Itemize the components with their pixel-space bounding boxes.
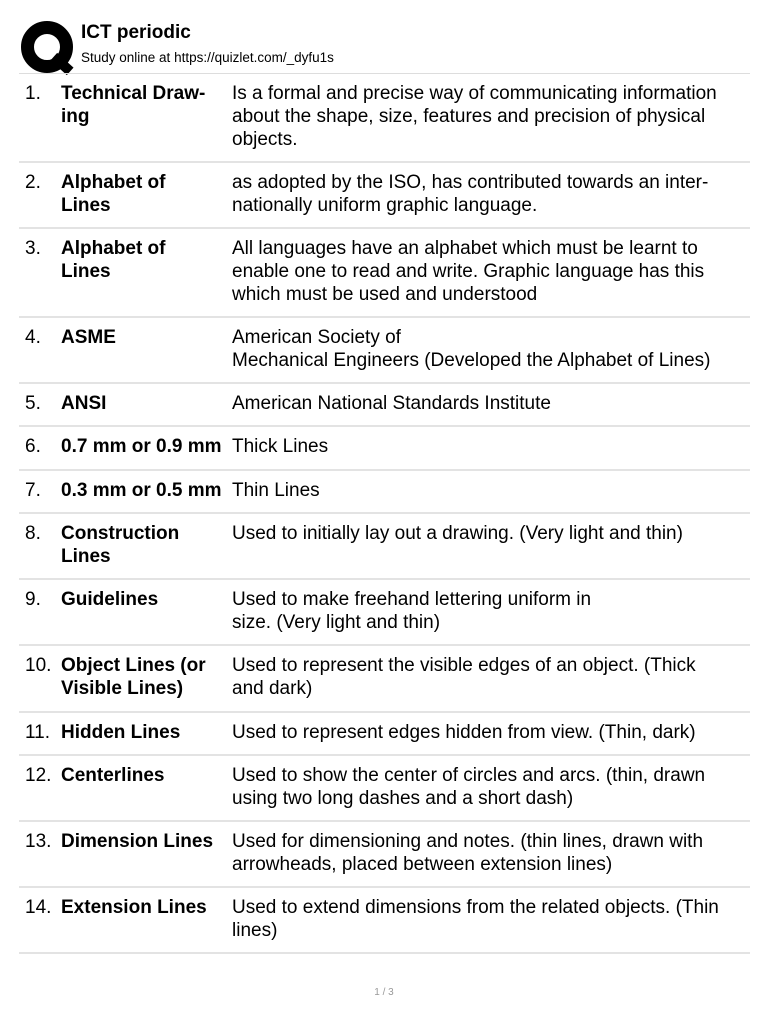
list-item	[19, 163, 750, 229]
list-item	[19, 822, 750, 888]
definition-line: Thick Lines	[232, 436, 329, 457]
definition-line: Is a formal and precise way of communicating information	[232, 83, 717, 104]
term-line: Object Lines (or	[61, 655, 206, 676]
study-online-link[interactable]: Study online at https://quizlet.com/_dyfu1s	[81, 50, 334, 65]
definition-line: Used to make freehand lettering uniform in	[232, 589, 592, 610]
term-line: Lines	[61, 261, 111, 282]
item-number: 14.	[25, 897, 52, 918]
quizlet-q-logo-icon	[19, 19, 77, 77]
list-item	[19, 74, 750, 163]
term	[61, 326, 229, 349]
definition	[232, 896, 750, 942]
term-line: Alphabet of	[61, 172, 166, 193]
definition	[232, 435, 750, 458]
definition-line: about the shape, size, features and precision of physical	[232, 106, 706, 127]
item-number: 10.	[25, 655, 52, 676]
term	[61, 171, 229, 217]
definition	[232, 171, 750, 217]
term-line: Extension Lines	[61, 897, 207, 918]
term	[61, 435, 229, 458]
page-indicator: 1 / 3	[374, 987, 394, 998]
item-number: 12.	[25, 765, 52, 786]
term-line: Hidden Lines	[61, 722, 181, 743]
definition-line: size. (Very light and thin)	[232, 612, 441, 633]
definition-line: Used to represent edges hidden from view. (Thin, dark)	[232, 722, 696, 743]
definition-line: objects.	[232, 129, 298, 150]
definition-line: All languages have an alphabet which must be learnt to	[232, 238, 698, 259]
list-item	[19, 427, 750, 471]
definition-line: Used to represent the visible edges of an object. (Thick	[232, 655, 696, 676]
definition	[232, 522, 750, 545]
definition	[232, 764, 750, 810]
definition	[232, 82, 750, 151]
definition	[232, 830, 750, 876]
definition-line: using two long dashes and a short dash)	[232, 788, 574, 809]
set-title: ICT periodic	[81, 22, 191, 43]
term-line: ANSI	[61, 393, 107, 414]
item-number: 5.	[25, 393, 41, 414]
definition-line: as adopted by the ISO, has contributed towards an inter-	[232, 172, 709, 193]
item-number: 9.	[25, 589, 41, 610]
item-number: 6.	[25, 436, 41, 457]
term-line: Lines	[61, 546, 111, 567]
list-item	[19, 713, 750, 756]
item-number: 4.	[25, 327, 41, 348]
definition-line: Used for dimensioning and notes. (thin lines, drawn with	[232, 831, 704, 852]
definition-line: American National Standards Institute	[232, 393, 551, 414]
term	[61, 237, 229, 283]
definition-line: enable one to read and write. Graphic language has this	[232, 261, 705, 282]
term	[61, 654, 229, 700]
item-number: 1.	[25, 83, 41, 104]
item-number: 3.	[25, 238, 41, 259]
definition-line: Used to extend dimensions from the related objects. (Thin	[232, 897, 719, 918]
list-item	[19, 471, 750, 514]
term-line: Centerlines	[61, 765, 165, 786]
definition	[232, 326, 750, 372]
term-line: Visible Lines)	[61, 678, 184, 699]
term-line: Guidelines	[61, 589, 159, 610]
term	[61, 764, 229, 787]
term-line: Alphabet of	[61, 238, 166, 259]
list-item	[19, 514, 750, 580]
item-number: 7.	[25, 480, 41, 501]
list-item	[19, 318, 750, 384]
definition-line: which must be used and understood	[232, 284, 538, 305]
definition-line: Used to initially lay out a drawing. (Very light and thin)	[232, 523, 683, 544]
term	[61, 522, 229, 568]
item-number: 8.	[25, 523, 41, 544]
definition	[232, 392, 750, 415]
definition-line: American Society of	[232, 327, 401, 348]
term	[61, 82, 229, 128]
list-item	[19, 384, 750, 427]
term-line: Construction	[61, 523, 180, 544]
definition-line: arrowheads, placed between extension lines)	[232, 854, 613, 875]
definition	[232, 588, 750, 634]
definition-line: Used to show the center of circles and arcs. (thin, drawn	[232, 765, 706, 786]
term	[61, 392, 229, 415]
term-line: ASME	[61, 327, 116, 348]
term	[61, 479, 229, 502]
definition-line: lines)	[232, 920, 278, 941]
definition-line: and dark)	[232, 678, 313, 699]
list-item	[19, 580, 750, 646]
list-item	[19, 646, 750, 713]
term	[61, 896, 229, 919]
term-line: ing	[61, 106, 90, 127]
term-line: 0.7 mm or 0.9 mm	[61, 436, 222, 457]
term-line: Lines	[61, 195, 111, 216]
page-header	[19, 18, 750, 74]
definition	[232, 654, 750, 700]
definition	[232, 237, 750, 306]
list-item	[19, 756, 750, 822]
definition	[232, 721, 750, 744]
item-number: 11.	[25, 722, 51, 743]
definition	[232, 479, 750, 502]
definition-line: nationally uniform graphic language.	[232, 195, 538, 216]
item-number: 2.	[25, 172, 41, 193]
term	[61, 830, 229, 853]
flashcard-list	[19, 73, 750, 954]
definition-line: Thin Lines	[232, 480, 320, 501]
term-line: Dimension Lines	[61, 831, 214, 852]
definition-line: Mechanical Engineers (Developed the Alphabet of Lines)	[232, 350, 711, 371]
item-number: 13.	[25, 831, 52, 852]
list-item	[19, 888, 750, 954]
term	[61, 721, 229, 744]
term-line: 0.3 mm or 0.5 mm	[61, 480, 222, 501]
list-item	[19, 229, 750, 318]
term	[61, 588, 229, 611]
term-line: Technical Draw-	[61, 83, 206, 104]
